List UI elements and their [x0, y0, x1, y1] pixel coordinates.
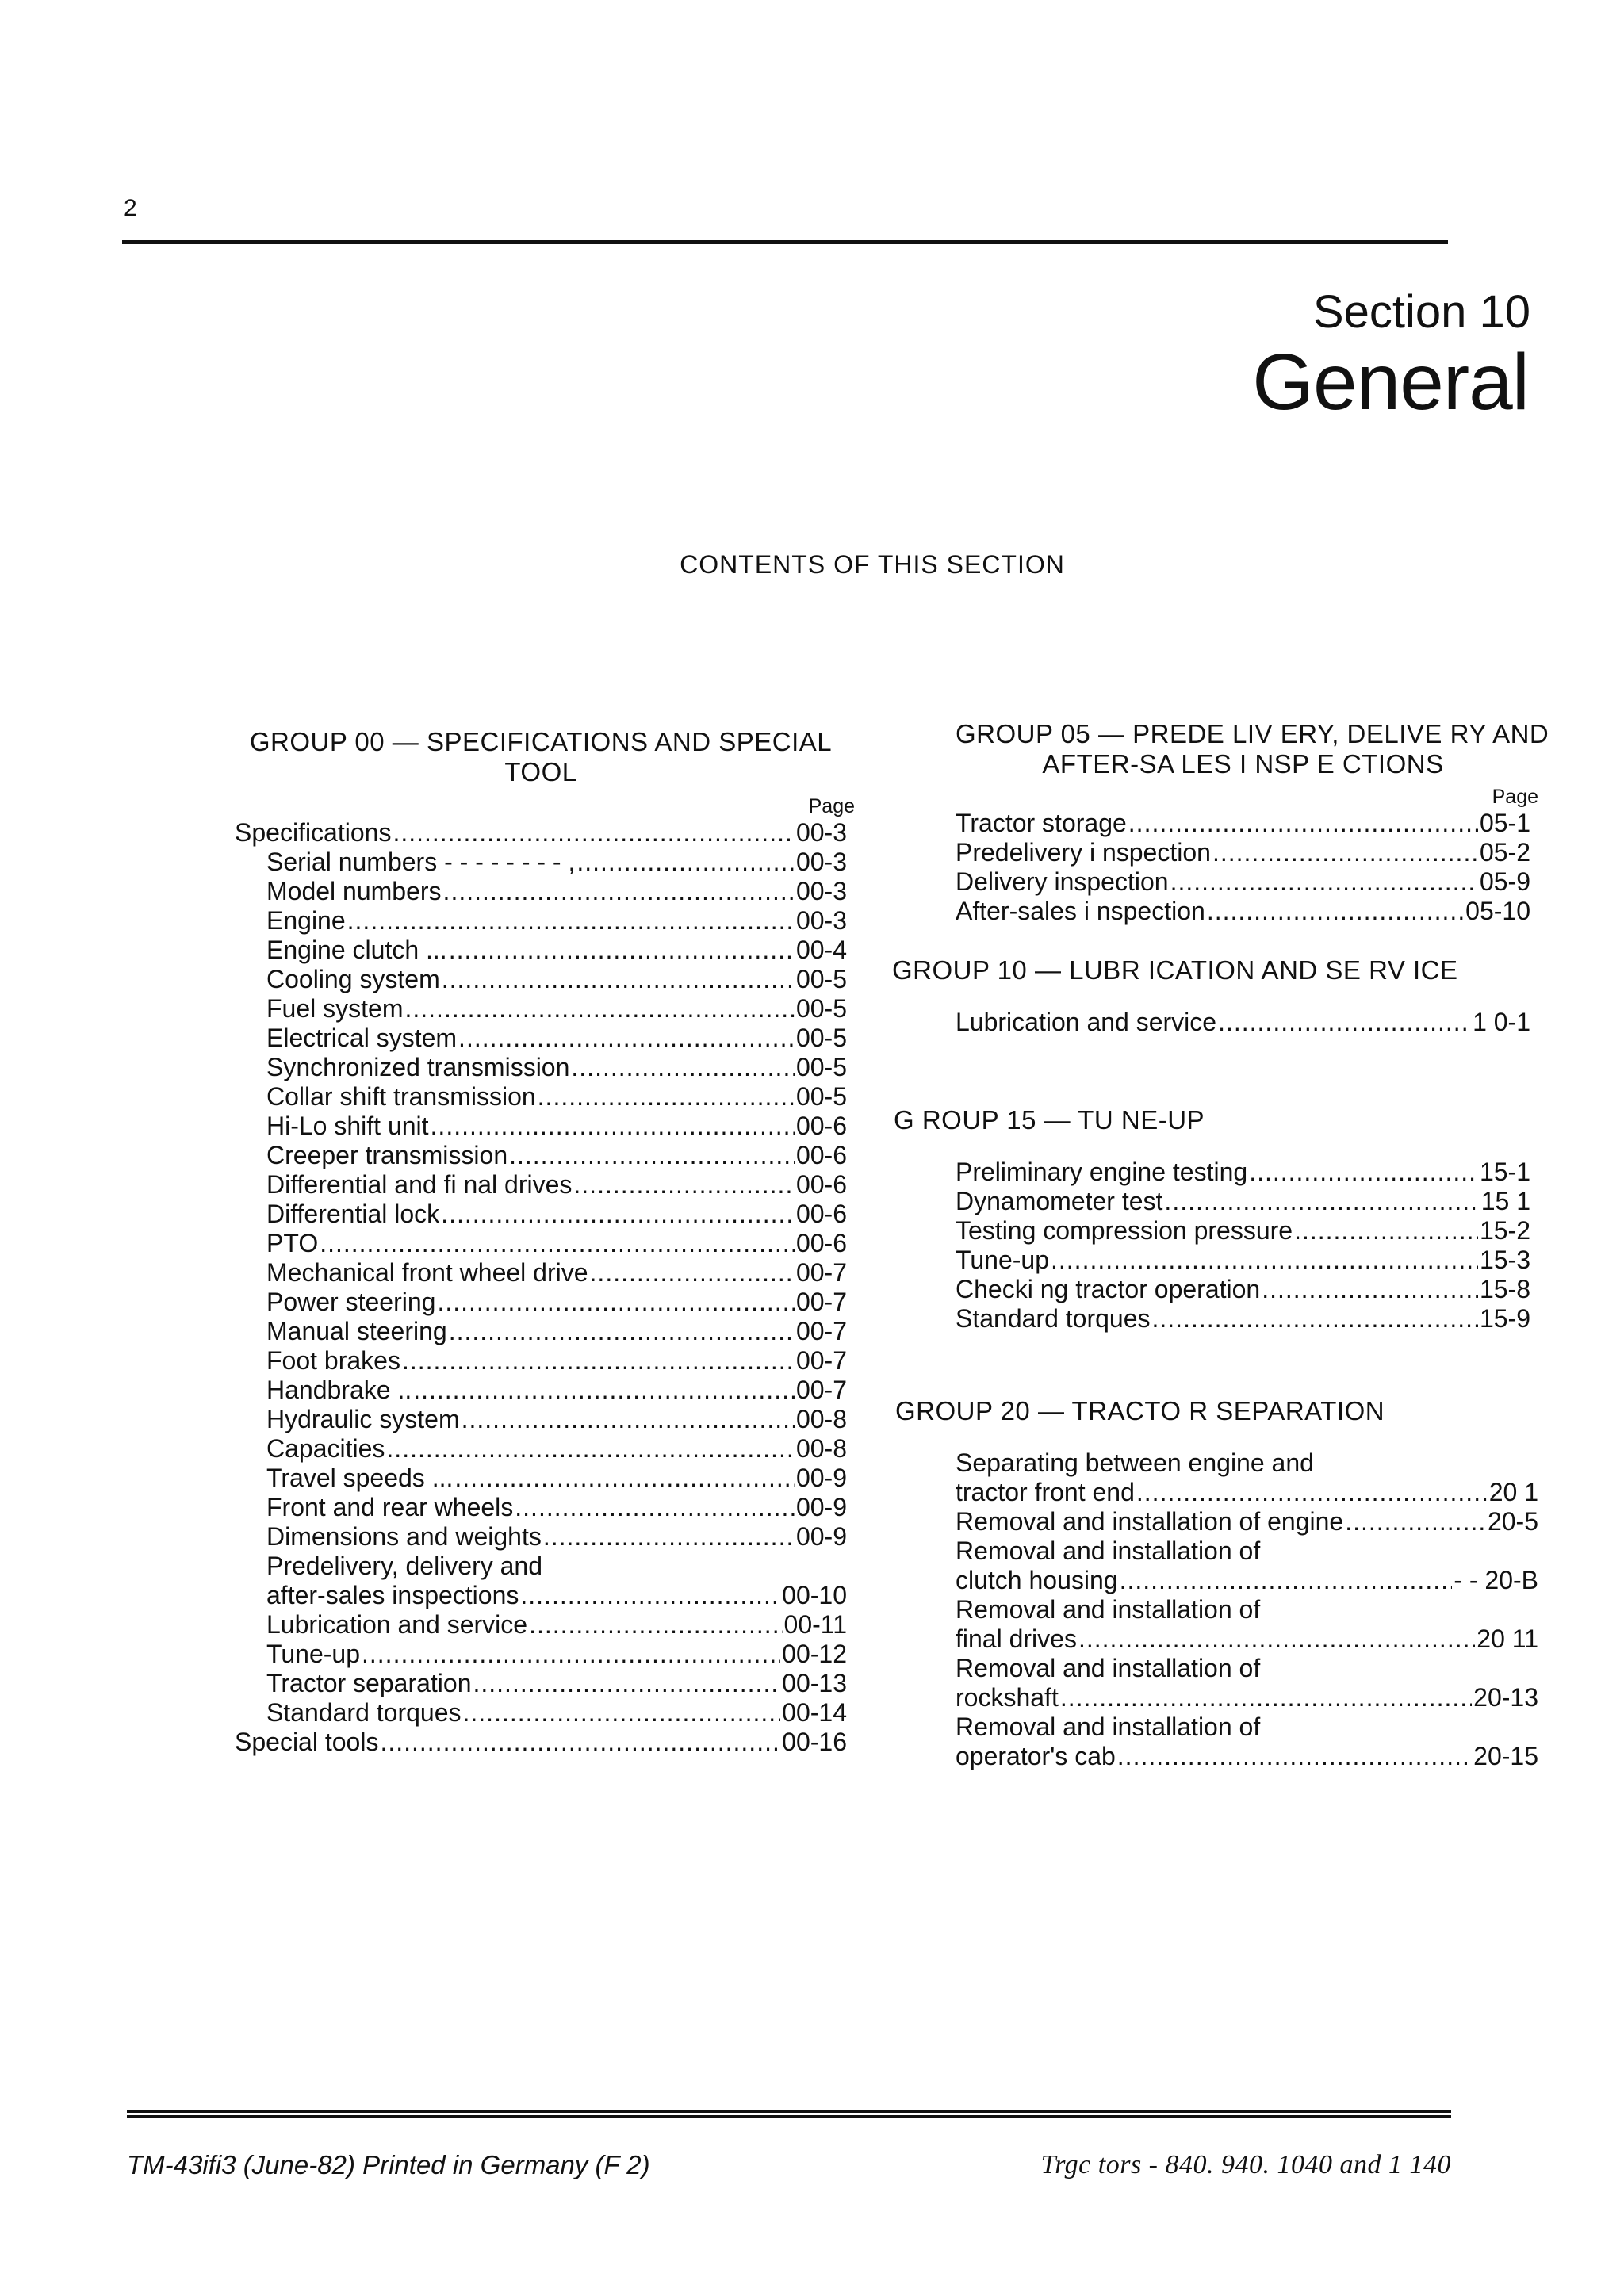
- toc-entry-title: Specifications: [235, 818, 392, 847]
- dot-leader: [1294, 1216, 1478, 1246]
- dot-leader: [515, 1493, 795, 1522]
- top-rule: [122, 240, 1448, 244]
- toc-entry-page: 00-3: [795, 906, 847, 935]
- toc-entry-page: - - 20-B: [1454, 1566, 1538, 1594]
- toc-entry-title: Predelivery, delivery and: [266, 1552, 543, 1580]
- toc-entry-page: 00-5: [795, 994, 847, 1023]
- group-05-heading: [956, 719, 1549, 779]
- group-00-heading: [235, 727, 847, 787]
- toc-entry-title: Lubrication and service: [266, 1610, 528, 1639]
- toc-entry: [266, 1024, 847, 1053]
- dot-leader: [454, 1464, 795, 1493]
- dot-leader: [393, 818, 795, 848]
- toc-entry-title: operator's cab: [956, 1742, 1116, 1770]
- toc-entry-page: 00-3: [795, 818, 847, 847]
- toc-entry-title: Preliminary engine testing: [956, 1158, 1248, 1186]
- dot-leader: [380, 1728, 780, 1757]
- toc-entry: [266, 1053, 847, 1082]
- toc-entry: [266, 1640, 847, 1669]
- toc-entry-page: 15-8: [1479, 1275, 1530, 1303]
- toc-list: [956, 809, 1530, 926]
- toc-entry-title: Front and rear wheels: [266, 1493, 514, 1521]
- toc-entry: [266, 877, 847, 906]
- toc-entry-title: Engine clutch ...: [266, 936, 447, 964]
- dot-leader: [437, 1288, 795, 1317]
- toc-entry: [956, 1507, 1538, 1536]
- toc-entry-title: Standard torques: [956, 1304, 1151, 1333]
- toc-entry-page: 00-6: [795, 1112, 847, 1140]
- group-20-heading: GROUP 20 — TRACTO R SEPARATION: [895, 1396, 1385, 1425]
- toc-entry: [266, 1405, 847, 1434]
- toc-entry: [266, 1317, 847, 1346]
- toc-entry: [956, 1275, 1530, 1304]
- toc-entry: [266, 1258, 847, 1288]
- toc-entry: [956, 809, 1530, 838]
- dot-leader: [1164, 1187, 1479, 1216]
- group-15-block: [894, 1105, 1530, 1334]
- toc-entry-title: Fuel system: [266, 994, 404, 1023]
- toc-entry: [235, 1728, 847, 1757]
- group-00-block: [235, 727, 855, 1757]
- toc-entry-page: 00-6: [795, 1141, 847, 1169]
- toc-entry-title: Power steering: [266, 1288, 436, 1316]
- toc-entry: [266, 965, 847, 994]
- dot-leader: [1262, 1275, 1478, 1304]
- toc-entry: [956, 1187, 1530, 1216]
- footer-models: Trgc tors - 840. 940. 1040 and 1 140: [1040, 2150, 1451, 2179]
- toc-entry-page: 00-7: [795, 1376, 847, 1404]
- group-heading-line: AFTER-SA LES I NSP E CTIONS: [1042, 749, 1444, 779]
- toc-entry-title: Model numbers: [266, 877, 442, 905]
- toc-entry: [266, 906, 847, 936]
- toc-list: [956, 1158, 1530, 1334]
- toc-entry-title: Delivery inspection: [956, 867, 1169, 896]
- toc-entry: [956, 867, 1530, 897]
- toc-entry-title: Standard torques: [266, 1698, 462, 1727]
- toc-entry-title: Testing compression pressure: [956, 1216, 1293, 1245]
- toc-entry-page: 00-5: [795, 1053, 847, 1081]
- toc-entry-page: 00-11: [783, 1610, 847, 1639]
- toc-entry-title: Hydraulic system: [266, 1405, 460, 1433]
- dot-leader: [320, 1229, 795, 1258]
- toc-entry-page: 00-7: [795, 1288, 847, 1316]
- toc-entry: [266, 1288, 847, 1317]
- toc-entry-page: 00-3: [795, 848, 847, 876]
- toc-entry: [956, 1008, 1530, 1037]
- toc-entry-title: After-sales i nspection: [956, 897, 1205, 925]
- toc-entry-title: after-sales inspections: [266, 1581, 519, 1609]
- toc-entry-page: 20 11: [1477, 1624, 1538, 1653]
- toc-entry-page: 00-4: [795, 936, 847, 964]
- toc-entry: [266, 1522, 847, 1552]
- toc-entry-page: 00-9: [795, 1493, 847, 1521]
- toc-entry-title: Tune-up: [266, 1640, 360, 1668]
- toc-entry: [266, 1669, 847, 1698]
- group-15-heading: G ROUP 15 — TU NE-UP: [894, 1105, 1205, 1135]
- toc-entry-title: Dimensions and weights: [266, 1522, 542, 1551]
- toc-entry-page: 00-7: [795, 1317, 847, 1345]
- toc-entry-page: 15-3: [1479, 1246, 1530, 1274]
- toc-entry-title: Electrical system: [266, 1024, 458, 1052]
- toc-entry: [266, 1229, 847, 1258]
- group-05-block: [956, 719, 1549, 926]
- toc-entry-page: 05-1: [1479, 809, 1530, 837]
- toc-entry-title: Mechanical front wheel drive: [266, 1258, 588, 1287]
- toc-list: [235, 818, 847, 1757]
- dot-leader: [576, 848, 795, 877]
- toc-entry-page: 00-9: [795, 1464, 847, 1492]
- toc-entry-title: Special tools: [235, 1728, 379, 1756]
- toc-entry-page: 00-5: [795, 1024, 847, 1052]
- toc-entry: [266, 848, 847, 877]
- toc-entry: [956, 1595, 1538, 1624]
- dot-leader: [462, 1405, 795, 1434]
- toc-entry-title: tractor front end: [956, 1478, 1135, 1506]
- page-number: 2: [124, 195, 137, 221]
- dot-leader: [431, 1112, 795, 1141]
- group-heading-line: TOOL: [504, 757, 577, 786]
- dot-leader: [1128, 809, 1478, 838]
- dot-leader: [529, 1610, 782, 1640]
- contents-heading: CONTENTS OF THIS SECTION: [680, 550, 1065, 579]
- dot-leader: [1117, 1742, 1472, 1771]
- bottom-rule: [127, 2110, 1451, 2113]
- toc-entry-title: Foot brakes: [266, 1346, 400, 1375]
- dot-leader: [509, 1141, 795, 1170]
- toc-entry-title: Tune-up: [956, 1246, 1049, 1274]
- toc-entry: [266, 1112, 847, 1141]
- toc-entry: [266, 936, 847, 965]
- toc-entry-page: 20-15: [1473, 1742, 1538, 1770]
- dot-leader: [347, 906, 795, 936]
- toc-entry-page: 00-9: [795, 1522, 847, 1551]
- toc-entry-title: Synchronized transmission: [266, 1053, 570, 1081]
- toc-entry: [266, 1581, 847, 1610]
- dot-leader: [1060, 1683, 1472, 1712]
- toc-entry-page: 00-10: [782, 1581, 847, 1609]
- toc-entry-title: Cooling system: [266, 965, 440, 993]
- toc-entry-page: 15-2: [1479, 1216, 1530, 1245]
- toc-entry-page: 00-5: [795, 1082, 847, 1111]
- toc-entry: [956, 1448, 1538, 1478]
- toc-entry-title: Removal and installation of: [956, 1654, 1261, 1682]
- toc-entry-title: Dynamometer test: [956, 1187, 1163, 1215]
- toc-entry-title: Tractor separation: [266, 1669, 472, 1697]
- dot-leader: [520, 1581, 780, 1610]
- dot-leader: [413, 1376, 795, 1405]
- dot-leader: [404, 994, 794, 1024]
- group-20-block: [895, 1396, 1538, 1771]
- toc-entry: [956, 1158, 1530, 1187]
- toc-entry-title: Differential lock: [266, 1200, 440, 1228]
- dot-leader: [1218, 1008, 1471, 1037]
- toc-entry-page: 15-1: [1479, 1158, 1530, 1186]
- toc-entry-page: 00-7: [795, 1346, 847, 1375]
- toc-entry: [266, 1698, 847, 1728]
- dot-leader: [441, 1200, 795, 1229]
- dot-leader: [386, 1434, 795, 1464]
- toc-entry-title: Hi-Lo shift unit: [266, 1112, 429, 1140]
- group-heading-line: GROUP 05 — PREDE LIV ERY, DELIVE RY AND: [956, 719, 1549, 748]
- toc-entry: [266, 1346, 847, 1376]
- toc-entry: [266, 994, 847, 1024]
- dot-leader: [402, 1346, 795, 1376]
- dot-leader: [1249, 1158, 1478, 1187]
- section-label: Section 10: [1312, 286, 1530, 338]
- toc-entry-page: 15-9: [1479, 1304, 1530, 1333]
- toc-entry-page: 00-3: [795, 877, 847, 905]
- group-10-heading: GROUP 10 — LUBR ICATION AND SE RV ICE: [892, 955, 1458, 985]
- toc-entry: [266, 1170, 847, 1200]
- toc-entry-title: Handbrake ..: [266, 1376, 412, 1404]
- dot-leader: [1170, 867, 1478, 897]
- toc-entry: [266, 1434, 847, 1464]
- toc-entry-page: 00-16: [782, 1728, 847, 1756]
- toc-entry: [956, 1536, 1538, 1566]
- toc-entry: [956, 1566, 1538, 1595]
- toc-entry: [266, 1464, 847, 1493]
- dot-leader: [573, 1170, 795, 1200]
- toc-entry-title: Differential and fi nal drives: [266, 1170, 573, 1199]
- dot-leader: [1136, 1478, 1488, 1507]
- toc-entry: [956, 1246, 1530, 1275]
- toc-entry-title: rockshaft: [956, 1683, 1059, 1712]
- toc-entry: [956, 1216, 1530, 1246]
- toc-entry: [266, 1552, 847, 1581]
- toc-entry-page: 05-2: [1479, 838, 1530, 867]
- toc-entry: [266, 1082, 847, 1112]
- toc-entry-title: Engine: [266, 906, 346, 935]
- toc-entry-title: Checki ng tractor operation: [956, 1275, 1261, 1303]
- toc-entry-page: 00-8: [795, 1434, 847, 1463]
- dot-leader: [538, 1082, 795, 1112]
- section-title: General: [1252, 338, 1529, 427]
- toc-entry-page: 00-7: [795, 1258, 847, 1287]
- dot-leader: [1212, 838, 1478, 867]
- toc-entry-page: 1 0-1: [1473, 1008, 1530, 1036]
- toc-entry-page: 15 1: [1480, 1187, 1530, 1215]
- toc-entry-title: Removal and installation of: [956, 1536, 1261, 1565]
- toc-entry: [956, 838, 1530, 867]
- toc-entry-page: 05-10: [1465, 897, 1530, 925]
- toc-entry: [956, 1654, 1538, 1683]
- page-column-label: Page: [1492, 786, 1538, 808]
- toc-entry: [266, 1376, 847, 1405]
- toc-entry: [956, 1712, 1538, 1742]
- dot-leader: [1078, 1624, 1475, 1654]
- dot-leader: [449, 936, 795, 965]
- toc-list: [956, 1008, 1530, 1037]
- toc-entry-title: Serial numbers - - - - - - - - ,: [266, 848, 576, 876]
- footer-publication-info: TM-43ifi3 (June-82) Printed in Germany (F 2): [127, 2150, 650, 2179]
- toc-entry-title: Creeper transmission: [266, 1141, 508, 1169]
- dot-leader: [442, 965, 795, 994]
- dot-leader: [1051, 1246, 1478, 1275]
- toc-entry-page: 20-5: [1487, 1507, 1538, 1536]
- toc-entry-page: 00-14: [782, 1698, 847, 1727]
- dot-leader: [1345, 1507, 1486, 1536]
- toc-entry-title: Removal and installation of: [956, 1712, 1261, 1741]
- group-heading-line: GROUP 00 — SPECIFICATIONS AND SPECIAL: [249, 727, 833, 756]
- toc-entry-title: final drives: [956, 1624, 1077, 1653]
- toc-entry: [956, 1624, 1538, 1654]
- dot-leader: [458, 1024, 795, 1053]
- toc-entry-page: 00-12: [782, 1640, 847, 1668]
- toc-entry: [956, 1683, 1538, 1712]
- dot-leader: [1120, 1566, 1453, 1595]
- toc-entry-title: Predelivery i nspection: [956, 838, 1211, 867]
- dot-leader: [1207, 897, 1464, 926]
- toc-list: [956, 1448, 1538, 1771]
- dot-leader: [571, 1053, 795, 1082]
- bottom-rule: [127, 2115, 1451, 2118]
- dot-leader: [1152, 1304, 1478, 1334]
- toc-entry-title: PTO: [266, 1229, 319, 1257]
- toc-entry-page: 00-6: [795, 1170, 847, 1199]
- toc-entry: [266, 1610, 847, 1640]
- toc-entry-title: clutch housing: [956, 1566, 1118, 1594]
- toc-entry-page: 00-6: [795, 1229, 847, 1257]
- toc-entry-page: 20-13: [1473, 1683, 1538, 1712]
- dot-leader: [543, 1522, 795, 1552]
- toc-entry-page: 00-6: [795, 1200, 847, 1228]
- dot-leader: [362, 1640, 780, 1669]
- toc-entry-page: 20 1: [1488, 1478, 1538, 1506]
- toc-entry: [956, 897, 1530, 926]
- dot-leader: [449, 1317, 795, 1346]
- toc-entry-page: 00-5: [795, 965, 847, 993]
- toc-entry-title: Travel speeds ...: [266, 1464, 454, 1492]
- toc-entry-page: 00-13: [782, 1669, 847, 1697]
- toc-entry: [266, 1141, 847, 1170]
- toc-entry-title: Removal and installation of: [956, 1595, 1261, 1624]
- toc-entry: [956, 1742, 1538, 1771]
- toc-entry-page: 05-9: [1479, 867, 1530, 896]
- toc-entry: [956, 1478, 1538, 1507]
- toc-entry-title: Separating between engine and: [956, 1448, 1314, 1477]
- group-10-block: [892, 955, 1530, 1037]
- toc-entry-title: Manual steering: [266, 1317, 447, 1345]
- toc-entry-page: 00-8: [795, 1405, 847, 1433]
- toc-entry-title: Removal and installation of engine: [956, 1507, 1344, 1536]
- dot-leader: [590, 1258, 795, 1288]
- toc-entry-title: Collar shift transmission: [266, 1082, 536, 1111]
- toc-entry-title: Capacities: [266, 1434, 385, 1463]
- dot-leader: [463, 1698, 781, 1728]
- page-column-label: Page: [808, 795, 855, 817]
- toc-entry: [266, 1493, 847, 1522]
- toc-entry-title: Tractor storage: [956, 809, 1127, 837]
- toc-entry-title: Lubrication and service: [956, 1008, 1217, 1036]
- dot-leader: [443, 877, 795, 906]
- toc-entry: [266, 1200, 847, 1229]
- toc-entry: [956, 1304, 1530, 1334]
- dot-leader: [473, 1669, 780, 1698]
- toc-entry: [235, 818, 847, 848]
